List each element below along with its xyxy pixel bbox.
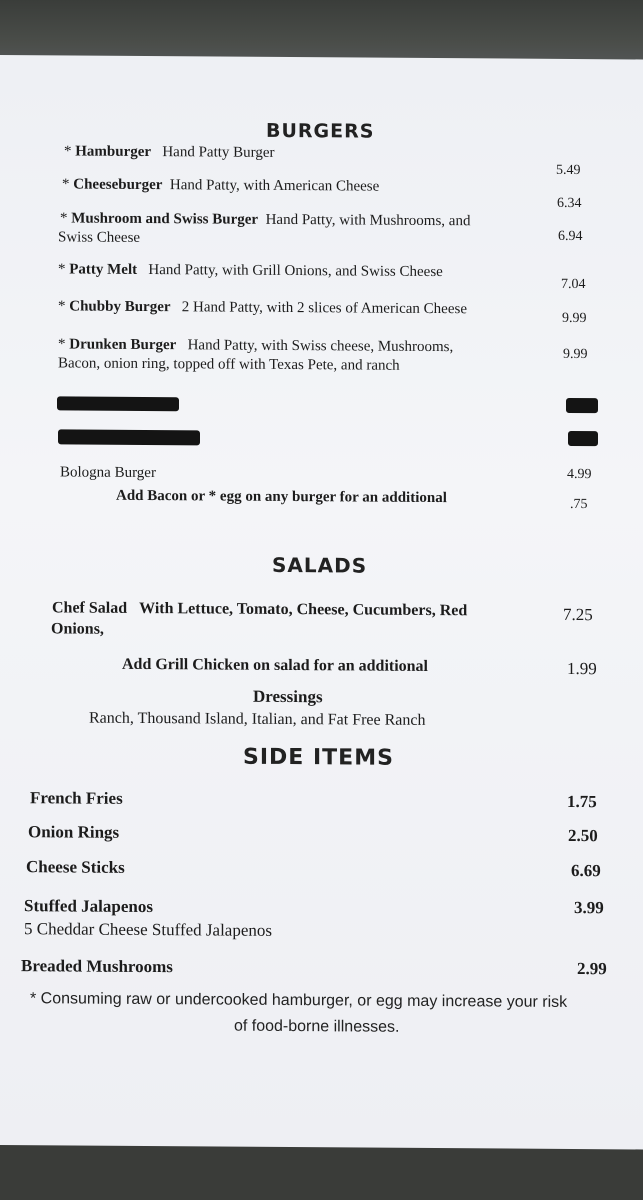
- menu-item-french-fries: French Fries: [30, 788, 123, 808]
- menu-item-bologna-burger: Bologna Burger: [60, 464, 156, 482]
- salads-heading: SALADS: [272, 552, 368, 578]
- redacted-item-name: [58, 429, 200, 445]
- item-desc: Hand Patty, with Swiss cheese, Mushrooms,: [187, 337, 454, 356]
- price-patty-melt: 7.04: [561, 276, 586, 293]
- price-french-fries: 1.75: [567, 791, 597, 812]
- redacted-item-name: [57, 396, 179, 411]
- item-desc: Hand Patty, with American Cheese: [169, 177, 380, 195]
- item-name: Chubby Burger: [69, 298, 171, 316]
- burgers-heading: BURGERS: [266, 119, 375, 143]
- table-surface-bottom: [0, 1140, 643, 1200]
- redacted-item-price: [568, 431, 598, 446]
- price-breaded-mushrooms: 2.99: [577, 959, 607, 979]
- price-stuffed-jalapenos: 3.99: [574, 898, 604, 918]
- item-desc: Hand Patty, with Grill Onions, and Swiss Cheese: [148, 262, 443, 281]
- item-name: Mushroom and Swiss Burger: [71, 210, 259, 228]
- price-chubby-burger: 9.99: [562, 310, 587, 327]
- price-bologna-burger: 4.99: [567, 466, 592, 483]
- price-cheese-sticks: 6.69: [571, 860, 601, 881]
- side-items-heading: SIDE ITEMS: [243, 744, 394, 771]
- dressings-title: Dressings: [253, 686, 323, 707]
- menu-item-chef-salad: [52, 599, 467, 620]
- item-name: Drunken Burger: [69, 336, 177, 354]
- menu-item-mushroom-swiss: * Mushroom and Swiss Burger Hand Patty, with Mushrooms, and: [60, 210, 471, 230]
- menu-item-drunken-burger: * Drunken Burger Hand Patty, with Swiss cheese, Mushrooms,: [58, 336, 454, 356]
- redacted-item-price: [566, 398, 598, 413]
- item-name: Patty Melt: [69, 261, 138, 278]
- menu-item-patty-melt: * Patty Melt Hand Patty, with Grill Onions, and Swiss Cheese: [58, 261, 443, 281]
- price-onion-rings: 2.50: [568, 825, 598, 846]
- item-name: Cheeseburger: [73, 176, 163, 194]
- item-desc-continued: Onions,: [51, 620, 104, 638]
- price-salad-addon: 1.99: [567, 658, 597, 679]
- menu-item-hamburger: * Hamburger Hand Patty Burger: [64, 143, 275, 161]
- item-desc: Hand Patty Burger: [162, 144, 275, 161]
- price-drunken-burger: 9.99: [563, 346, 588, 363]
- item-desc: Hand Patty, with Mushrooms, and: [265, 211, 471, 230]
- item-desc-stuffed-jalapenos: 5 Cheddar Cheese Stuffed Jalapenos: [24, 919, 273, 940]
- item-desc: 2 Hand Patty, with 2 slices of American Cheese: [181, 299, 467, 318]
- dressings-list: Ranch, Thousand Island, Italian, and Fat Free Ranch: [89, 709, 426, 729]
- item-desc-continued: Bacon, onion ring, topped off with Texas Pete, and ranch: [58, 355, 400, 374]
- menu-item-cheese-sticks: Cheese Sticks: [26, 857, 125, 877]
- item-name: Hamburger: [75, 143, 152, 161]
- menu-item-onion-rings: Onion Rings: [28, 822, 120, 842]
- food-safety-warning-line2: of food-borne illnesses.: [234, 1017, 400, 1036]
- price-cheeseburger: 6.34: [557, 195, 582, 212]
- item-desc: With Lettuce, Tomato, Cheese, Cucumbers, Red: [139, 599, 468, 620]
- price-chef-salad: 7.25: [563, 604, 593, 625]
- burger-addon-note: Add Bacon or * egg on any burger for an additional: [116, 487, 447, 507]
- salad-addon-note: Add Grill Chicken on salad for an additional: [122, 655, 428, 675]
- menu-item-cheeseburger: * Cheeseburger Hand Patty, with American Cheese: [62, 176, 380, 195]
- price-burger-addon: .75: [570, 496, 588, 513]
- menu-item-stuffed-jalapenos: Stuffed Jalapenos: [24, 896, 153, 917]
- menu-item-breaded-mushrooms: Breaded Mushrooms: [21, 956, 173, 977]
- menu-page: [0, 55, 643, 1149]
- price-mushroom-swiss: 6.94: [558, 228, 583, 245]
- menu-item-chubby-burger: * Chubby Burger 2 Hand Patty, with 2 slices of American Cheese: [58, 298, 467, 318]
- item-name: Chef Salad: [52, 599, 128, 617]
- price-hamburger: 5.49: [556, 162, 581, 179]
- food-safety-warning-line1: * Consuming raw or undercooked hamburger, or egg may increase your risk: [30, 990, 568, 1011]
- item-desc-continued: Swiss Cheese: [58, 229, 141, 246]
